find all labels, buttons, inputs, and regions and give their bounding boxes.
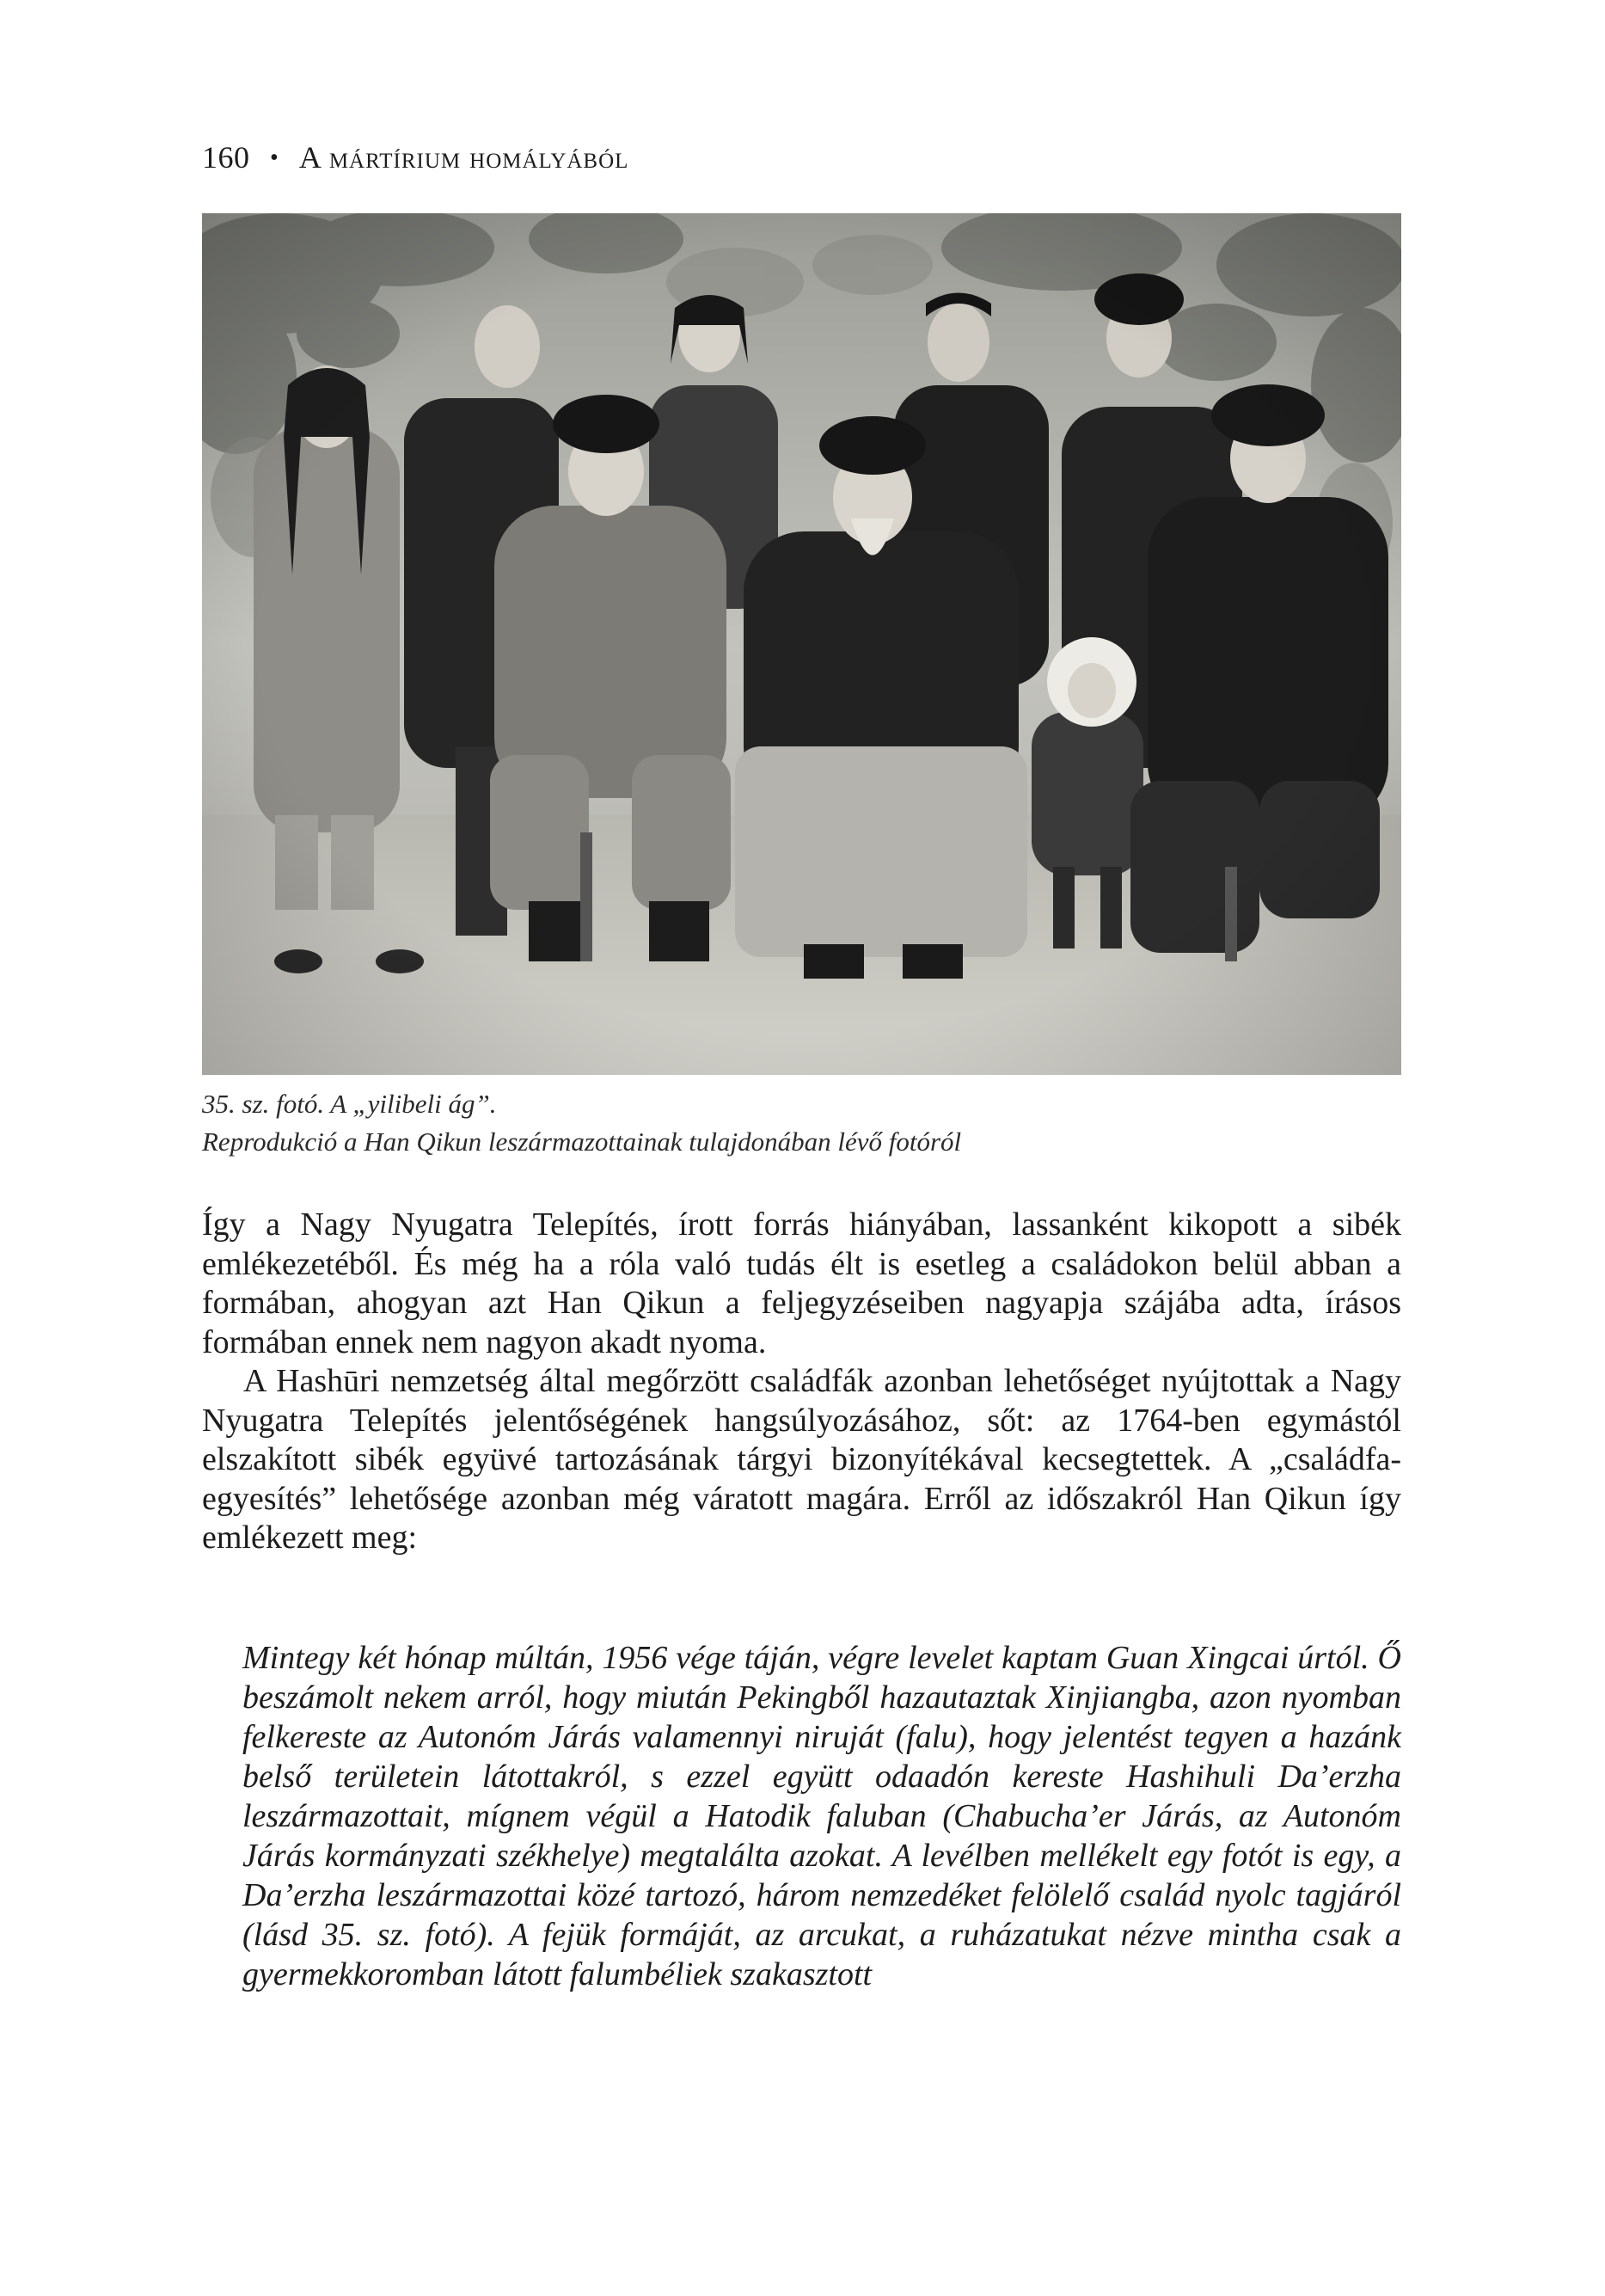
running-head [202,136,1406,179]
running-head-title: A mártírium homályából [298,140,629,175]
paragraph-2: A Hashūri nemzetség által megőrzött családfák azonban lehetőséget nyújtottak a Nagy Nyugatra Telepítés jelentőségének hangsúlyozásához, sőt: az 1764-ben egymástól elszakított sibék együvé tartozásának tárgyi bizonyítékával kecsegtettek. A „családfa-egyesítés” lehetősége azonban még váratott magára. Erről az időszakról Han Qikun így emlékezett meg: [202,1363,1401,1556]
paragraph-1: Így a Nagy Nyugatra Telepítés, írott forrás hiányában, lassanként kikopott a sibék emlékezetéből. És még ha a róla való tudás élt is esetleg a családokon belül abban a formában, ahogyan azt Han Qikun a feljegyzéseiben nagyapja szájába adta, írásos formában ennek nem nagyon akadt nyoma. [202,1206,1401,1360]
caption-line-1: 35. sz. fotó. A „yilibeli ág”. [202,1089,497,1119]
quote-text: Mintegy két hónap múltán, 1956 vége táján, végre levelet kaptam Guan Xingcai úrtól. Ő beszámolt nekem arról, hogy miután Pekingből hazautaztak Xinjiangba, azon nyomban felkereste az Autonóm Járás valamennyi niruját (falu), hogy jelentést tegyen a hazánk belső területein látottakról, s ezzel együtt odaadón kereste Hashihuli Da’erzha leszármazottait, mígnem végül a Hatodik faluban (Chabucha’er Járás, az Autonóm Járás kormányzati székhelye) megtalálta azokat. A levélben mellékelt egy fotót is egy, a Da’erzha leszármazottai közé tartozó, három nemzedéket felölelő család nyolc tagjáról (lásd 35. sz. fotó). A fejük formáját, az arcukat, a ruházatukat nézve mintha csak a gyermekkoromban látott falumbéliek szakasztott [242,1640,1401,1992]
family-portrait-photo [202,213,1401,1075]
page-number: 160 [202,140,250,175]
photo-caption [202,1085,1401,1161]
separator-bullet: • [270,144,279,171]
body-text [202,1206,1401,1558]
caption-line-2: Reprodukció a Han Qikun leszármazottainak tulajdonában lévő fotóról [202,1127,962,1157]
block-quote [242,1638,1401,1994]
